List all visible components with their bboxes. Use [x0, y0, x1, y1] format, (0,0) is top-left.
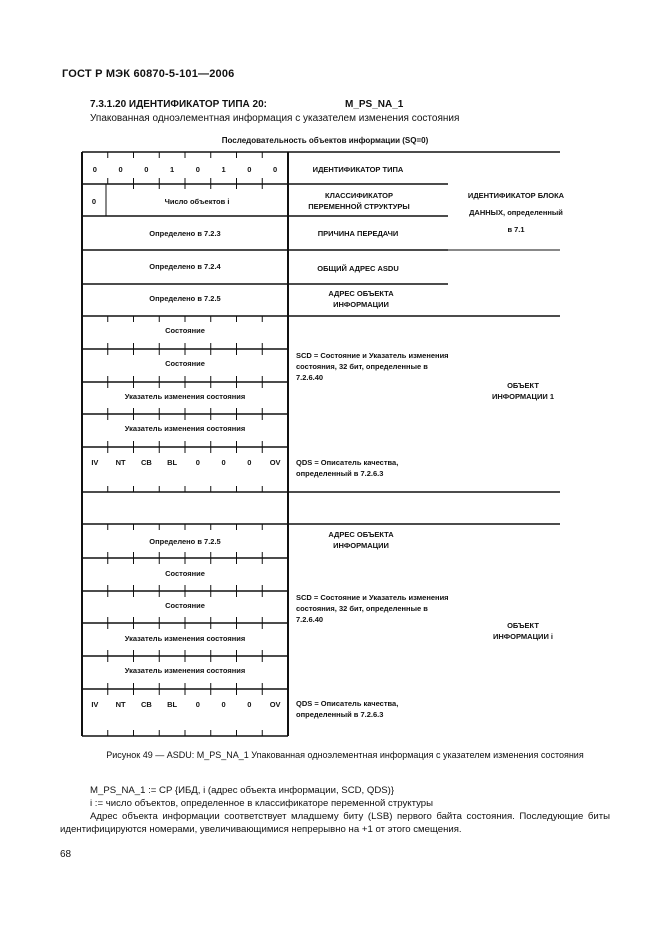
obj1-ioa-field: Определено в 7.2.5: [149, 294, 221, 303]
obji-scd-2: Указатель изменения состояния: [124, 666, 246, 675]
obj1-qds-bit-5: 0: [221, 458, 226, 467]
obji-scd-label: SCD = Состояние и Указатель изменения состояния, 32 бит, определенные в 7.2.6.40: [296, 593, 449, 624]
obji-state-2: Состояние: [165, 601, 205, 610]
type-id-bit-6: 0: [247, 165, 252, 174]
obji-qds-bit-6: 0: [247, 700, 252, 709]
obji-qds-label: QDS = Описатель качества, определенный в 7.2.6.3: [296, 699, 399, 719]
obj1-state-2: Состояние: [165, 359, 205, 368]
vsq-sq-bit: 0: [91, 197, 97, 206]
obji-state-1: Состояние: [165, 569, 205, 578]
obj1-qds-bit-1: NT: [115, 458, 126, 467]
obji-ioa-field: Определено в 7.2.5: [149, 537, 221, 546]
obj1-qds-bit-7: OV: [269, 458, 281, 467]
obji-qds-bit-0: IV: [91, 700, 99, 709]
type-id-bit-5: 1: [221, 165, 226, 174]
obj1-qds-bit-4: 0: [195, 458, 200, 467]
page-header: ГОСТ Р МЭК 60870-5-101—2006: [62, 68, 235, 80]
obj1-scd-2: Указатель изменения состояния: [124, 424, 246, 433]
type-id-bit-7: 0: [273, 165, 278, 174]
type-id-bit-0: 0: [92, 165, 97, 174]
obji-qds-bit-1: NT: [115, 700, 126, 709]
obj1-qds-bit-0: IV: [91, 458, 99, 467]
type-id-label: ИДЕНТИФИКАТОР ТИПА: [312, 165, 404, 174]
section-subtitle: Упакованная одноэлементная информация с указателем изменения состояния: [90, 113, 460, 124]
obj1-qds-label: QDS = Описатель качества, определенный в 7.2.6.3: [296, 458, 399, 478]
obj1-object-label: ОБЪЕКТ ИНФОРМАЦИИ 1: [491, 381, 555, 401]
section-title: 7.3.1.20 ИДЕНТИФИКАТОР ТИПА 20:: [90, 99, 267, 110]
obji-qds-bit-4: 0: [195, 700, 200, 709]
obji-ioa-label: АДРЕС ОБЪЕКТА ИНФОРМАЦИИ: [328, 530, 394, 550]
obj1-qds-bit-2: CB: [140, 458, 152, 467]
obj1-scd-1: Указатель изменения состояния: [124, 392, 246, 401]
vsq-number-field: Число объектов i: [164, 197, 230, 206]
asdu-address-label: ОБЩИЙ АДРЕС ASDU: [317, 264, 399, 273]
type-id-bit-2: 0: [144, 165, 149, 174]
body-line-1: M_PS_NA_1 := CP {ИБД, i (адрес объекта информации, SCD, QDS)}: [90, 785, 395, 796]
obji-object-label: ОБЪЕКТ ИНФОРМАЦИИ i: [492, 621, 554, 641]
cot-label: ПРИЧИНА ПЕРЕДАЧИ: [317, 229, 399, 238]
obji-qds-bit-7: OV: [269, 700, 281, 709]
obj1-qds-bit-6: 0: [247, 458, 252, 467]
body-line-2: i := число объектов, определенное в классификаторе переменной структуры: [90, 798, 433, 809]
obj1-scd-label: SCD = Состояние и Указатель изменения состояния, 32 бит, определенные в 7.2.6.40: [296, 351, 449, 382]
figure-caption: Рисунок 49 — ASDU: M_PS_NA_1 Упакованная одноэлементная информация с указателем изменения состояния: [106, 750, 584, 760]
section-type-id: M_PS_NA_1: [345, 99, 404, 110]
obj1-qds-bit-3: BL: [167, 458, 178, 467]
obji-qds-bit-5: 0: [221, 700, 226, 709]
type-id-bit-3: 1: [170, 165, 175, 174]
type-id-bit-4: 0: [195, 165, 200, 174]
data-unit-identifier-label: ИДЕНТИФИКАТОР БЛОКА ДАННЫХ, определенный в 7.1: [467, 191, 565, 234]
obj1-ioa-label: АДРЕС ОБЪЕКТА ИНФОРМАЦИИ: [328, 289, 394, 309]
obji-qds-bit-3: BL: [167, 700, 178, 709]
cot-field: Определено в 7.2.3: [149, 229, 221, 238]
asdu-address-field: Определено в 7.2.4: [149, 262, 221, 271]
sequence-title: Последовательность объектов информации (SQ=0): [221, 136, 429, 145]
obji-scd-1: Указатель изменения состояния: [124, 634, 246, 643]
obji-qds-bit-2: CB: [140, 700, 152, 709]
body-paragraph: Адрес объекта информации соответствует младшему биту (LSB) первого байта состояния. Последующие биты идентифицируются номерами, увеличивающимися непрерывно на +1 от этого смещения.: [60, 811, 610, 835]
obj1-state-1: Состояние: [165, 326, 205, 335]
type-id-bit-1: 0: [118, 165, 123, 174]
page-number: 68: [60, 849, 72, 860]
vsq-label: КЛАССИФИКАТОР ПЕРЕМЕННОЙ СТРУКТУРЫ: [308, 191, 410, 211]
